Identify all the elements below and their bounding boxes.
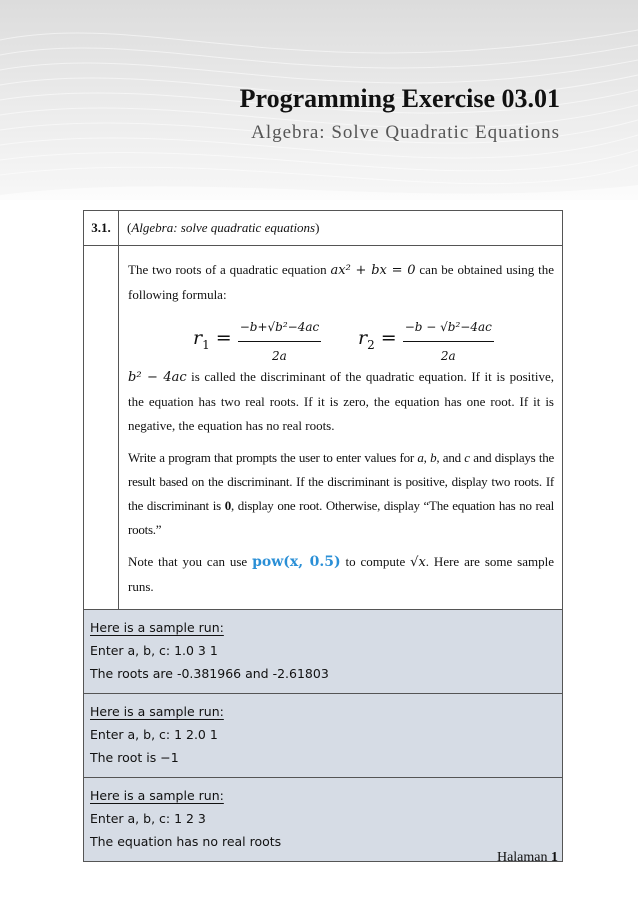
sample-run-2 (84, 693, 562, 777)
discriminant-expression: b² − 4ac (128, 370, 187, 385)
r2-formula (358, 315, 494, 368)
zero-value: 0 (224, 498, 231, 513)
sample-input-line: Enter a, b, c: 1 2 3 (90, 811, 206, 826)
task-paragraph: Write a program that prompts the user to enter values for a, b, and c and displays the result based on the discriminant. If the discriminant is positive, display two roots. If the discriminant is 0, display one root. Otherwise, display “The equation has no real roots.” (128, 450, 554, 537)
sample-run-3 (84, 777, 562, 861)
sample-output-line: The equation has no real roots (90, 834, 282, 849)
discriminant-paragraph (128, 365, 554, 438)
sample-run-1 (84, 609, 562, 693)
r2-numerator: −b − √b²−4ac (403, 315, 494, 342)
page-number: 1 (551, 850, 558, 865)
sample-input-line: Enter a, b, c: 1.0 3 1 (90, 643, 218, 658)
r1-label: $r_1$ = (193, 327, 232, 352)
exercise-table (83, 210, 563, 862)
sample-heading: Here is a sample run: (90, 704, 224, 719)
exercise-body-row (84, 246, 562, 609)
sample-heading: Here is a sample run: (90, 620, 224, 635)
var-b: b (430, 450, 437, 465)
sample-output-line: The root is −1 (90, 750, 179, 765)
intro-text-2: can be obtained using the following formula: (128, 262, 554, 302)
note-paragraph: Note that you can use pow(x, 0.5) to compute √x. Here are some sample runs. (128, 554, 554, 594)
root-formulas (128, 309, 554, 363)
sqrt-x: √x (410, 555, 426, 570)
heading-close-paren: ) (315, 220, 320, 235)
page-subtitle: Algebra: Solve Quadratic Equations (251, 122, 560, 143)
sample-output-line: The roots are -0.381966 and -2.61803 (90, 666, 329, 681)
page-title: Programming Exercise 03.01 (239, 84, 560, 113)
var-c: c (464, 450, 470, 465)
pow-code: pow(x, 0.5) (252, 554, 341, 570)
intro-text-1: The two roots of a quadratic equation (128, 262, 331, 277)
var-a: a (417, 450, 424, 465)
exercise-header-row (84, 211, 562, 246)
empty-number-cell (84, 246, 119, 609)
discriminant-text: is called the discriminant of the quadratic equation. If it is positive, the equation has two real roots. If it is zero, the equation has one root. If it is negative, the equation has no real roots. (128, 369, 554, 433)
r1-numerator: −b+√b²−4ac (238, 315, 322, 342)
sample-input-line: Enter a, b, c: 1 2.0 1 (90, 727, 218, 742)
exercise-number: 3.1. (84, 211, 119, 245)
r2-label: $r_2$ = (358, 327, 397, 352)
intro-paragraph (128, 258, 554, 307)
page-footer (497, 850, 558, 866)
quadratic-equation: ax² + bx = 0 (330, 263, 416, 278)
r1-denominator: 2a (272, 349, 287, 363)
sample-heading: Here is a sample run: (90, 788, 224, 803)
exercise-heading (119, 211, 319, 245)
r2-denominator: 2a (440, 349, 456, 363)
header-banner (0, 0, 638, 200)
exercise-body (119, 246, 562, 609)
heading-open-paren: ( (127, 220, 132, 235)
footer-label: Halaman (496, 850, 548, 865)
r1-formula (193, 315, 321, 368)
heading-italic: Algebra: solve quadratic equations (131, 220, 316, 235)
